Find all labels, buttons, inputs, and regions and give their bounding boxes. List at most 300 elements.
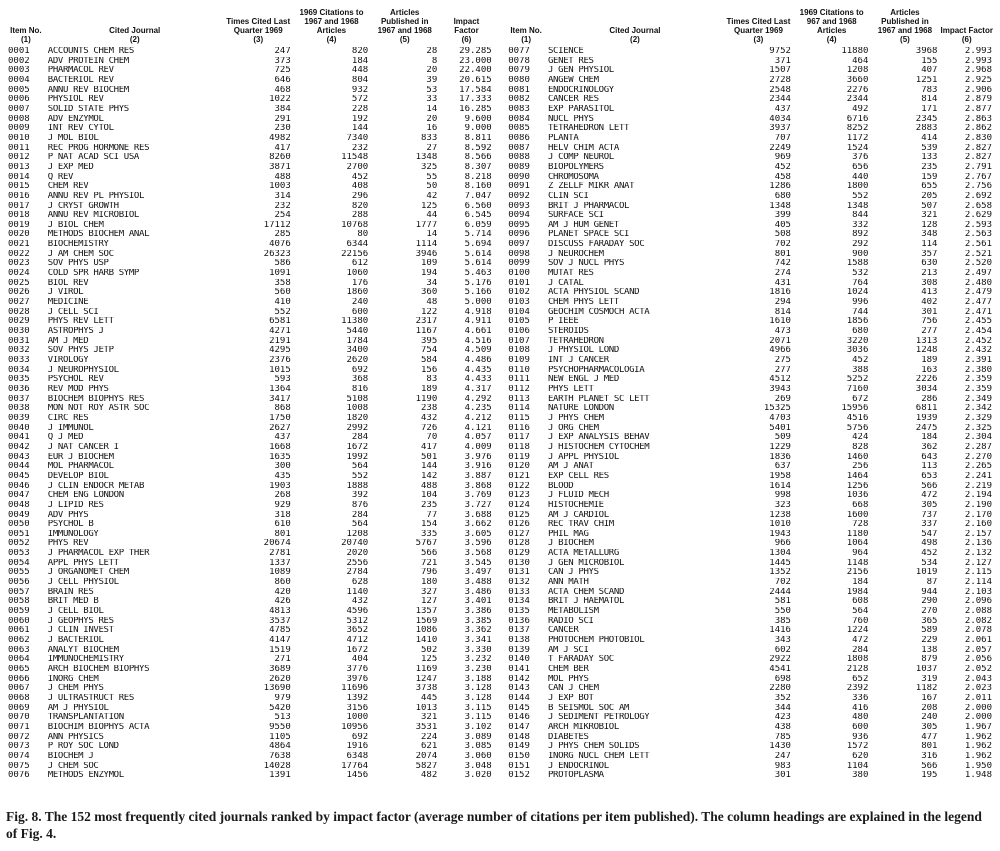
table-row	[6, 375, 994, 385]
citations-right: 2128	[846, 665, 869, 674]
header-citations-label: 1969 Citations to 967 and 1968 Articles	[799, 8, 864, 35]
item-no-right: 0133	[508, 587, 530, 597]
table-row	[6, 57, 994, 67]
impact-factor-left: 4.057	[464, 433, 492, 443]
table-row	[6, 124, 994, 134]
item-no-left: 0023	[8, 259, 30, 269]
citations-left: 612	[351, 259, 369, 269]
table-row	[6, 626, 994, 636]
times-cited-left: 437	[274, 433, 291, 443]
times-cited-right: 399	[774, 211, 791, 221]
times-cited-right: 4512	[769, 375, 791, 385]
citations-right: 828	[852, 442, 869, 452]
times-cited-left: 1022	[269, 95, 291, 105]
articles-right: 589	[921, 626, 938, 636]
articles-right: 167	[921, 693, 938, 703]
citations-right: 492	[852, 104, 869, 114]
journal-name-left: BIOCHEM BIOPHYS RES	[47, 394, 145, 404]
column-gap	[494, 346, 507, 356]
articles-left: 55	[426, 172, 438, 182]
citations-right: 256	[852, 462, 869, 472]
item-no-right: 0120	[508, 462, 530, 472]
articles-left: 14	[426, 230, 438, 240]
impact-factor-left: 3.089	[464, 732, 492, 742]
impact-factor-left: 3.488	[464, 578, 492, 588]
impact-factor-left: 23.000	[459, 56, 492, 66]
journal-name-left: EUR J BIOCHEM	[47, 452, 114, 462]
journal-name-left: BIOL REV	[47, 278, 89, 288]
column-gap	[494, 211, 507, 221]
item-no-left: 0004	[8, 75, 30, 85]
journal-name-left: J IMMUNOL	[47, 423, 94, 433]
times-cited-left: 232	[274, 201, 291, 211]
articles-left: 501	[420, 452, 438, 462]
item-no-right: 0093	[508, 201, 530, 211]
times-cited-right: 1836	[769, 452, 791, 462]
impact-factor-left: 5.714	[464, 230, 492, 240]
impact-factor-left: 22.400	[459, 66, 492, 76]
column-gap	[494, 76, 507, 86]
times-cited-right: 2728	[769, 75, 791, 85]
journal-name-right: BRIT J HAEMATOL	[547, 597, 625, 607]
citations-right: 564	[852, 607, 869, 617]
item-no-right: 0103	[508, 298, 530, 308]
journal-name-left: ASTROPHYS J	[47, 327, 104, 337]
header-journal-right	[546, 8, 724, 47]
item-no-left: 0020	[8, 230, 30, 240]
citations-left: 820	[351, 201, 369, 211]
citations-left: 3156	[346, 703, 369, 713]
times-cited-right: 437	[774, 104, 791, 114]
articles-left: 2074	[415, 751, 438, 761]
impact-factor-left: 3.497	[464, 568, 492, 578]
table-row	[6, 346, 994, 356]
table-row	[6, 337, 994, 347]
column-gap	[494, 501, 507, 511]
impact-factor-left: 3.085	[464, 742, 492, 752]
impact-factor-left: 3.385	[464, 616, 492, 626]
times-cited-right: 702	[774, 578, 791, 588]
times-cited-left: 1364	[269, 384, 291, 394]
articles-left: 125	[420, 201, 438, 211]
citations-left: 3776	[346, 665, 369, 674]
column-gap	[494, 298, 507, 308]
table-row	[6, 443, 994, 453]
times-cited-right: 431	[774, 278, 791, 288]
column-gap	[494, 723, 507, 733]
journal-name-right: AM J SCI	[547, 645, 589, 655]
articles-left: 70	[426, 433, 438, 443]
articles-left: 33	[426, 95, 438, 105]
journal-name-right: J EXP BOT	[547, 693, 594, 703]
impact-factor-right: 2.791	[964, 162, 992, 172]
item-no-right: 0138	[508, 636, 530, 646]
impact-factor-right: 2.000	[964, 703, 992, 713]
articles-left: 125	[420, 655, 438, 665]
figure-caption: Fig. 8. The 152 most frequently cited journals ranked by impact factor (average number of citations per item published). The column headings are explained in the legend of Fig. 4.	[6, 809, 982, 841]
citations-right: 552	[852, 191, 869, 201]
header-articles-index: (5)	[900, 35, 910, 44]
citations-left: 3652	[346, 626, 369, 636]
citations-left: 392	[351, 491, 369, 501]
impact-factor-left: 9.000	[464, 124, 492, 134]
item-no-right: 0091	[508, 182, 530, 192]
citations-left: 1888	[346, 481, 369, 491]
times-cited-left: 435	[274, 471, 291, 481]
journal-name-left: ANN PHYSICS	[47, 732, 104, 742]
column-gap	[494, 626, 507, 636]
item-no-right: 0095	[508, 220, 530, 230]
journal-name-right: J ENDOCRINOL	[547, 761, 609, 771]
times-cited-left: 4295	[269, 346, 291, 356]
table-body	[6, 47, 994, 781]
articles-right: 362	[921, 442, 938, 452]
impact-factor-left: 7.047	[464, 191, 492, 201]
citations-left: 2020	[346, 549, 369, 559]
articles-left: 754	[420, 346, 438, 356]
citations-left: 2784	[346, 568, 369, 578]
item-no-right: 0119	[508, 452, 530, 462]
citations-right: 600	[852, 722, 869, 732]
item-no-left: 0068	[8, 693, 30, 703]
impact-factor-right: 2.877	[964, 104, 992, 114]
item-no-right: 0118	[508, 442, 530, 452]
articles-right: 235	[921, 162, 938, 172]
citations-left: 1208	[346, 529, 369, 539]
table-row	[6, 230, 994, 240]
citations-right: 1600	[846, 510, 869, 520]
impact-factor-right: 2.078	[964, 626, 992, 636]
journal-name-left: COLD SPR HARB SYMP	[47, 269, 139, 279]
citations-right: 1064	[846, 539, 869, 549]
table-header	[6, 8, 994, 47]
citations-right: 1024	[846, 288, 869, 298]
impact-factor-left: 3.188	[464, 674, 492, 684]
impact-factor-right: 2.342	[964, 404, 992, 414]
impact-factor-left: 4.317	[464, 384, 492, 394]
table-row	[6, 597, 994, 607]
item-no-right: 0108	[508, 346, 530, 356]
item-no-left: 0050	[8, 520, 30, 530]
articles-right: 2226	[915, 375, 938, 385]
times-cited-right: 323	[774, 500, 791, 510]
impact-factor-right: 2.132	[964, 549, 992, 559]
articles-right: 2883	[915, 124, 938, 134]
journal-name-right: INT J CANCER	[547, 356, 609, 365]
impact-factor-left: 3.401	[464, 597, 492, 607]
impact-factor-left: 3.060	[464, 751, 492, 761]
journal-name-right: T FARADAY SOC	[547, 655, 614, 665]
item-no-right: 0112	[508, 384, 530, 394]
column-gap	[494, 163, 507, 173]
citations-right: 376	[852, 153, 869, 163]
table-row	[6, 356, 994, 366]
impact-factor-left: 4.435	[464, 365, 492, 375]
citations-right: 1036	[846, 491, 869, 501]
item-no-left: 0027	[8, 298, 30, 308]
times-cited-left: 868	[274, 404, 291, 414]
header-articles-label: Articles Published in 1967 and 1968	[877, 8, 933, 35]
citations-right: 620	[852, 751, 869, 761]
articles-right: 3034	[915, 384, 938, 394]
articles-right: 205	[921, 191, 938, 201]
times-cited-right: 509	[774, 433, 791, 443]
column-gap	[494, 221, 507, 231]
journal-name-left: ANNU REV BIOCHEM	[47, 85, 129, 95]
times-cited-right: 15325	[763, 404, 791, 414]
impact-factor-left: 5.166	[464, 288, 492, 298]
item-no-right: 0148	[508, 732, 530, 742]
citations-right: 6716	[846, 114, 869, 124]
times-cited-right: 458	[774, 172, 791, 182]
articles-left: 432	[420, 413, 438, 423]
citations-right: 3036	[846, 346, 869, 356]
citations-left: 3400	[346, 346, 369, 356]
articles-right: 655	[921, 182, 938, 192]
citations-left: 1008	[346, 404, 369, 414]
articles-left: 1777	[415, 220, 438, 230]
item-no-right: 0079	[508, 66, 530, 76]
journal-name-left: Q J MED	[47, 433, 84, 443]
articles-left: 16	[426, 124, 438, 134]
citations-left: 284	[351, 510, 369, 520]
citations-right: 1148	[846, 558, 869, 568]
item-no-left: 0002	[8, 56, 30, 66]
impact-factor-left: 3.916	[464, 462, 492, 472]
articles-left: 127	[420, 597, 438, 607]
articles-right: 472	[921, 491, 938, 501]
journal-name-left: SOLID STATE PHYS	[47, 104, 129, 114]
table-row	[6, 462, 994, 472]
column-gap	[494, 491, 507, 501]
impact-factor-left: 5.614	[464, 249, 492, 259]
articles-right: 1248	[915, 346, 938, 356]
item-no-left: 0057	[8, 587, 30, 597]
journal-name-right: J FLUID MECH	[547, 491, 609, 501]
citations-right: 1348	[846, 201, 869, 211]
impact-factor-right: 2.329	[964, 413, 992, 423]
item-no-left: 0010	[8, 133, 30, 143]
column-gap	[494, 66, 507, 76]
journal-name-right: J GEN PHYSIOL	[547, 66, 614, 76]
journal-name-right: J EXP ANALYSIS BEHAV	[547, 433, 650, 443]
item-no-right: 0135	[508, 607, 530, 617]
journal-name-left: MEDICINE	[47, 298, 89, 308]
times-cited-left: 2191	[269, 336, 291, 346]
table-row	[6, 733, 994, 743]
citations-right: 5252	[846, 375, 869, 385]
impact-factor-right: 2.287	[964, 442, 992, 452]
journal-name-right: BRIT J PHARMACOL	[547, 201, 630, 211]
citations-right: 764	[852, 278, 869, 288]
times-cited-left: 384	[274, 104, 291, 114]
articles-right: 1037	[915, 665, 938, 674]
item-no-left: 0072	[8, 732, 30, 742]
journal-name-right: PSYCHOPHARMACOLOGIA	[547, 365, 645, 375]
item-no-left: 0066	[8, 674, 30, 684]
journal-name-right: TETRAHEDRON LETT	[547, 124, 630, 134]
column-gap	[494, 684, 507, 694]
citations-right: 760	[852, 616, 869, 626]
journal-name-right: AM J CARDIOL	[547, 510, 609, 520]
citations-right: 11880	[841, 47, 869, 56]
item-no-right: 0129	[508, 549, 530, 559]
item-no-left: 0006	[8, 95, 30, 105]
citations-left: 17764	[341, 761, 369, 771]
journal-name-left: J MOL BIOL	[47, 133, 99, 143]
articles-right: 133	[921, 153, 938, 163]
journal-name-left: AM J MED	[47, 336, 89, 346]
item-no-right: 0149	[508, 742, 530, 752]
journal-name-right: CHEM PHYS LETT	[547, 298, 619, 308]
table-row	[6, 395, 994, 405]
citations-right: 1464	[846, 471, 869, 481]
citations-right: 1104	[846, 761, 869, 771]
times-cited-right: 452	[774, 162, 791, 172]
item-no-right: 0117	[508, 433, 530, 443]
citations-left: 6344	[346, 240, 369, 250]
journal-name-right: REC TRAV CHIM	[547, 520, 614, 530]
journal-name-left: CHEM ENG LONDON	[47, 491, 124, 501]
table-row	[6, 366, 994, 376]
articles-left: 621	[420, 742, 438, 752]
articles-right: 305	[921, 500, 938, 510]
item-no-right: 0139	[508, 645, 530, 655]
header-times-cited	[224, 8, 293, 47]
impact-factor-right: 2.879	[964, 95, 992, 105]
articles-right: 365	[921, 616, 938, 626]
journal-name-left: CHEM REV	[47, 182, 89, 192]
times-cited-left: 646	[274, 75, 291, 85]
times-cited-right: 343	[774, 636, 791, 646]
impact-factor-right: 2.115	[964, 568, 992, 578]
times-cited-left: 488	[274, 172, 291, 182]
header-citations	[293, 8, 370, 47]
citations-left: 816	[351, 384, 369, 394]
item-no-left: 0053	[8, 549, 30, 559]
impact-factor-right: 2.170	[964, 510, 992, 520]
times-cited-right: 2548	[769, 85, 791, 95]
item-no-right: 0128	[508, 539, 530, 549]
articles-left: 20	[426, 114, 438, 124]
citations-right: 668	[852, 500, 869, 510]
articles-right: 413	[921, 288, 938, 298]
item-no-left: 0059	[8, 607, 30, 617]
table-row	[6, 655, 994, 665]
impact-factor-right: 2.270	[964, 452, 992, 462]
times-cited-right: 2071	[769, 336, 791, 346]
impact-factor-right: 2.136	[964, 539, 992, 549]
item-no-left: 0046	[8, 481, 30, 491]
table-row	[6, 211, 994, 221]
articles-left: 14	[426, 104, 438, 114]
journal-name-right: BIOPOLYMERS	[547, 162, 604, 172]
journal-name-right: CANCER RES	[547, 95, 599, 105]
impact-factor-right: 2.088	[964, 607, 992, 617]
column-gap	[494, 511, 507, 521]
times-cited-right: 344	[774, 703, 791, 713]
column-gap	[494, 230, 507, 240]
times-cited-right: 550	[774, 607, 791, 617]
articles-left: 1114	[415, 240, 438, 250]
table-row	[6, 742, 994, 752]
impact-factor-left: 3.048	[464, 761, 492, 771]
item-no-left: 0039	[8, 413, 30, 423]
times-cited-left: 5420	[269, 703, 291, 713]
journal-name-left: PHYS REV	[47, 539, 89, 549]
articles-right: 277	[921, 327, 938, 337]
articles-left: 1086	[415, 626, 438, 636]
item-no-left: 0030	[8, 327, 30, 337]
articles-left: 20	[426, 66, 438, 76]
articles-right: 643	[921, 452, 938, 462]
times-cited-right: 707	[774, 133, 791, 143]
item-no-right: 0134	[508, 597, 530, 607]
articles-right: 163	[921, 365, 938, 375]
impact-factor-right: 2.325	[964, 423, 992, 433]
journal-name-right: CLIN SCI	[547, 191, 589, 201]
item-no-left: 0038	[8, 404, 30, 414]
citations-left: 10768	[341, 220, 369, 230]
column-gap	[494, 742, 507, 752]
articles-left: 27	[426, 143, 438, 153]
column-gap	[494, 597, 507, 607]
journal-name-left: J CHEM SOC	[47, 761, 99, 771]
journal-name-left: J BACTERIOL	[47, 636, 104, 646]
item-no-left: 0011	[8, 143, 30, 153]
citations-left: 22156	[341, 249, 369, 259]
journal-name-right: J ORG CHEM	[547, 423, 599, 433]
item-no-left: 0025	[8, 278, 30, 288]
times-cited-right: 998	[774, 491, 791, 501]
impact-factor-left: 3.976	[464, 452, 492, 462]
articles-right: 783	[921, 85, 938, 95]
articles-right: 1313	[915, 336, 938, 346]
articles-left: 395	[420, 336, 438, 346]
citations-right: 1984	[846, 587, 869, 597]
journal-name-left: METHODS BIOCHEM ANAL	[47, 230, 150, 240]
times-cited-left: 6581	[269, 317, 291, 327]
times-cited-left: 4147	[269, 636, 291, 646]
citations-left: 240	[351, 298, 369, 308]
citations-right: 892	[852, 230, 869, 240]
articles-right: 566	[921, 761, 938, 771]
citations-left: 288	[351, 211, 369, 221]
articles-left: 34	[426, 278, 438, 288]
journal-name-right: ACTA CHEM SCAND	[547, 587, 625, 597]
articles-left: 1169	[415, 665, 438, 674]
header-item-no-label: Item No.	[510, 26, 542, 35]
times-cited-left: 417	[274, 143, 291, 153]
times-cited-left: 2620	[269, 674, 291, 684]
item-no-left: 0049	[8, 510, 30, 520]
journal-name-right: MUTAT RES	[547, 269, 594, 279]
citations-right: 1800	[846, 182, 869, 192]
times-cited-left: 801	[274, 529, 291, 539]
item-no-left: 0024	[8, 269, 30, 279]
journal-name-left: J ULTRASTRUCT RES	[47, 693, 134, 703]
citations-right: 900	[852, 249, 869, 259]
articles-right: 114	[921, 240, 938, 250]
item-no-right: 0150	[508, 751, 530, 761]
impact-factor-left: 6.059	[464, 220, 492, 230]
table-row	[6, 433, 994, 443]
times-cited-right: 4034	[769, 114, 791, 124]
table-row	[6, 269, 994, 279]
item-no-left: 0019	[8, 220, 30, 230]
articles-left: 1167	[415, 327, 438, 337]
item-no-left: 0075	[8, 761, 30, 771]
